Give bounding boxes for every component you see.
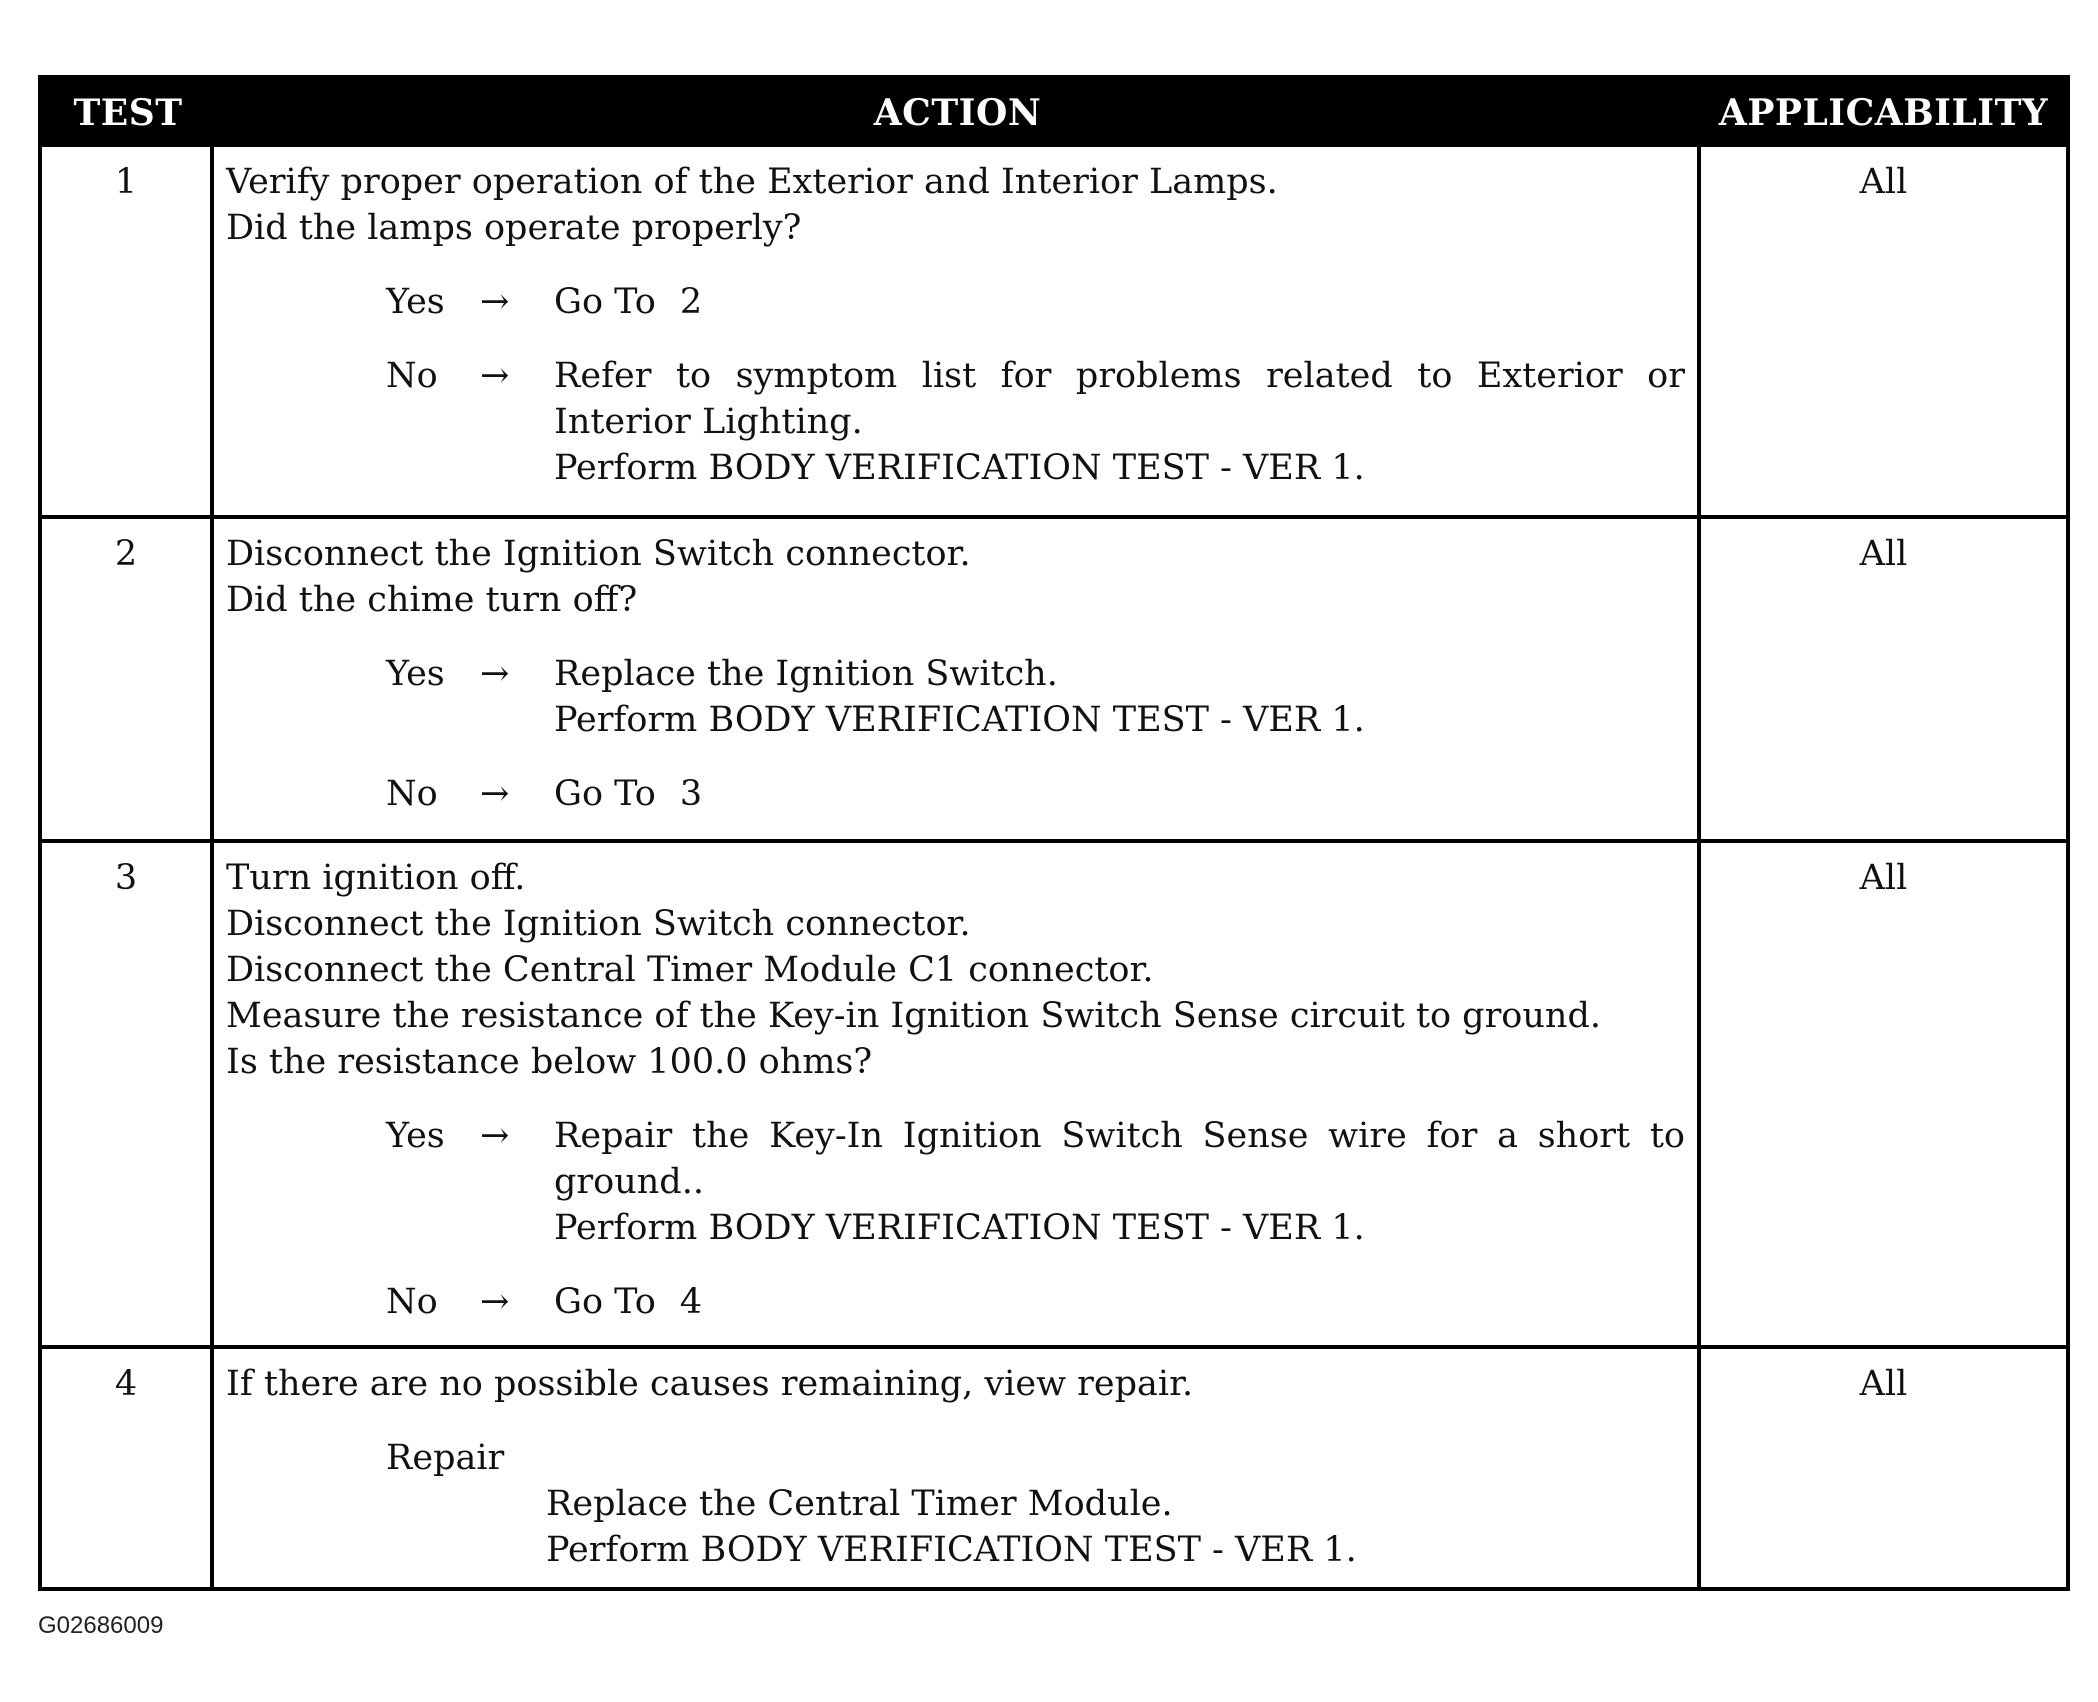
goto-number: 4 (679, 1282, 703, 1322)
result-line: Refer to symptom list for problems related to Exterior or Interior Lighting. (554, 356, 1685, 442)
yes-branch (226, 279, 1685, 325)
goto-number: 2 (679, 282, 703, 322)
result-line: Repair the Key-In Ignition Switch Sense wire for a short to ground.. (554, 1116, 1685, 1202)
question-line: Disconnect the Ignition Switch connector. (226, 904, 971, 944)
question-line: Measure the resistance of the Key-in Ignition Switch Sense circuit to ground. (226, 996, 1601, 1036)
question-line: Verify proper operation of the Exterior and Interior Lamps. (226, 162, 1278, 202)
test-number-3: 3 (42, 839, 214, 1345)
right-arrow-icon: → (480, 774, 510, 814)
right-arrow-icon: → (480, 282, 510, 322)
yes-label: Yes (386, 282, 445, 322)
repair-line: Perform BODY VERIFICATION TEST - VER 1. (546, 1530, 1357, 1570)
right-arrow-icon: → (480, 356, 510, 396)
yes-branch (226, 651, 1685, 743)
applicability-1: All (1859, 162, 1908, 202)
figure-id: G02686009 (38, 1612, 164, 1639)
no-branch (226, 353, 1685, 491)
question-line: Did the lamps operate properly? (226, 208, 802, 248)
question-line: Disconnect the Ignition Switch connector. (226, 534, 971, 574)
yes-branch (226, 1113, 1685, 1251)
question-line: If there are no possible causes remaining, view repair. (226, 1364, 1194, 1404)
no-result (554, 353, 1685, 491)
right-arrow-icon: → (480, 1116, 510, 1156)
goto-result (554, 771, 1685, 817)
no-branch (226, 1279, 1685, 1325)
applicability-4: All (1701, 1345, 2066, 1587)
result-line: Replace the Ignition Switch. (554, 654, 1058, 694)
goto-number: 3 (679, 774, 703, 814)
yes-result (554, 1113, 1685, 1251)
repair-line: Replace the Central Timer Module. (546, 1484, 1173, 1524)
right-arrow-icon: → (480, 654, 510, 694)
no-label: No (386, 356, 438, 396)
yes-result (554, 651, 1685, 743)
yes-label: Yes (386, 1116, 445, 1156)
right-arrow-icon: → (480, 1282, 510, 1322)
question-line: Turn ignition off. (226, 858, 526, 898)
action-cell-1 (214, 147, 1701, 515)
question-line: Is the resistance below 100.0 ohms? (226, 1042, 873, 1082)
goto-text: Go To (554, 774, 656, 814)
repair-label: Repair (386, 1438, 505, 1478)
no-label: No (386, 774, 438, 814)
header-test: TEST (42, 79, 214, 147)
result-line: Perform BODY VERIFICATION TEST - VER 1. (554, 700, 1365, 740)
action-cell-4 (214, 1345, 1701, 1587)
goto-result (554, 279, 1685, 325)
header-action: ACTION (214, 79, 1701, 147)
action-cell-3 (214, 839, 1701, 1345)
no-label: No (386, 1282, 438, 1322)
test-number-4: 4 (42, 1345, 214, 1587)
applicability-2: All (1701, 515, 2066, 839)
test-number-2: 2 (42, 515, 214, 839)
question-line: Did the chime turn off? (226, 580, 638, 620)
yes-label: Yes (386, 654, 445, 694)
applicability-3: All (1701, 839, 2066, 1345)
diagnostic-test-table (38, 75, 2070, 1591)
question-line: Disconnect the Central Timer Module C1 connector. (226, 950, 1154, 990)
action-cell-2 (214, 515, 1701, 839)
header-applicability: APPLICABILITY (1701, 79, 2066, 147)
goto-result (554, 1279, 1685, 1325)
goto-text: Go To (554, 1282, 656, 1322)
no-branch (226, 771, 1685, 817)
result-line: Perform BODY VERIFICATION TEST - VER 1. (554, 1208, 1365, 1248)
test-number-1: 1 (42, 147, 214, 515)
goto-text: Go To (554, 282, 656, 322)
result-line: Perform BODY VERIFICATION TEST - VER 1. (554, 448, 1365, 488)
